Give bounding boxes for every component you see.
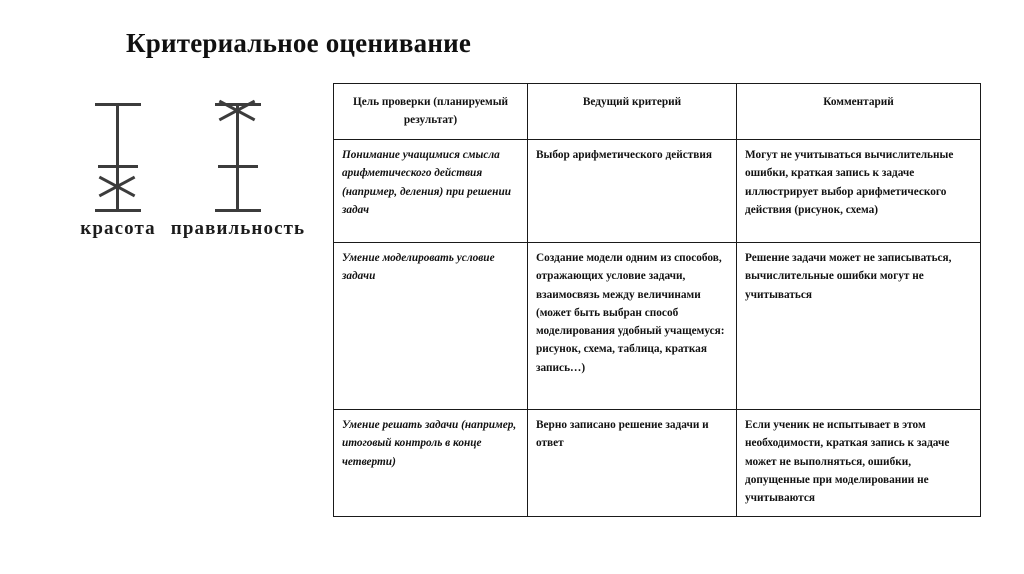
column-header-comment: Комментарий <box>737 84 981 140</box>
scale-beauty-label: красота <box>80 218 156 239</box>
table-header-row <box>334 84 981 140</box>
scale-correctness <box>170 92 306 242</box>
scale-beauty <box>58 92 178 242</box>
cell-criterion: Выбор арифметического действия <box>528 140 737 243</box>
table-row <box>334 140 981 243</box>
x-marker-icon <box>217 98 257 124</box>
column-header-criterion: Ведущий критерий <box>528 84 737 140</box>
cell-criterion: Создание модели одним из способов, отражающих условие задачи, взаимосвязь между величинами (может быть выбран способ моделирования удобный учащемуся: рисунок, схема, таблица, краткая запись…) <box>528 243 737 410</box>
cell-goal: Умение моделировать условие задачи <box>334 243 528 410</box>
scale-mid-tick <box>98 165 138 168</box>
scale-correctness-label: правильность <box>170 218 306 239</box>
assessment-scales-diagram <box>48 92 328 242</box>
cell-comment: Могут не учитываться вычислительные ошибки, краткая запись к задаче иллюстрирует выбор арифметического действия (рисунок, схема) <box>737 140 981 243</box>
scale-bottom-cap <box>95 209 141 212</box>
scale-bottom-cap <box>215 209 261 212</box>
x-marker-icon <box>97 174 137 200</box>
table-row <box>334 243 981 410</box>
cell-comment: Решение задачи может не записываться, вычислительные ошибки могут не учитываться <box>737 243 981 410</box>
cell-goal: Умение решать задачи (например, итоговый контроль в конце четверти) <box>334 410 528 517</box>
criteria-table <box>333 83 981 517</box>
scale-top-cap <box>95 103 141 106</box>
cell-criterion: Верно записано решение задачи и ответ <box>528 410 737 517</box>
cell-comment: Если ученик не испытывает в этом необходимости, краткая запись к задаче может не выполняться, ошибки, допущенные при моделировании не учитываются <box>737 410 981 517</box>
scale-mid-tick <box>218 165 258 168</box>
table-row <box>334 410 981 517</box>
cell-goal: Понимание учащимися смысла арифметического действия (например, деления) при решении задач <box>334 140 528 243</box>
column-header-goal: Цель проверки (планируемый результат) <box>334 84 528 140</box>
page-title: Критериальное оценивание <box>126 28 472 58</box>
